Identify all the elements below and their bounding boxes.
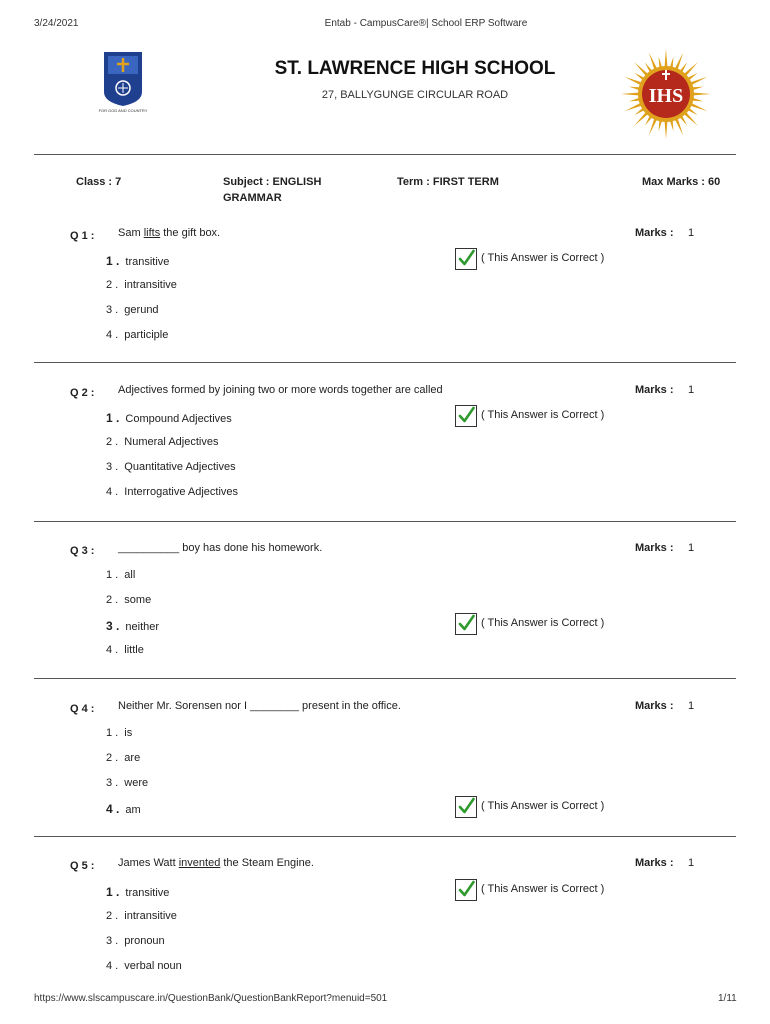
question-text-after: the Steam Engine. (220, 857, 314, 869)
sun-ray (664, 49, 667, 68)
option-label: is (124, 727, 133, 739)
question-number: Q 1 : (70, 230, 95, 242)
option-label: am (125, 804, 141, 816)
correct-check-icon (455, 248, 477, 270)
option-item (106, 329, 168, 341)
question-text (118, 857, 314, 869)
subject-line-1: Subject : ENGLISH (223, 176, 322, 188)
option-label: are (124, 752, 141, 764)
question-text-before: Neither Mr. Sorensen nor I ________ present in the office. (118, 700, 401, 712)
option-number: 3 . (106, 461, 119, 473)
question-divider (34, 521, 736, 522)
option-number: 2 . (106, 279, 119, 291)
option-label: transitive (125, 887, 170, 899)
option-item (106, 644, 144, 656)
question-text (118, 227, 220, 239)
option-number: 1 . (106, 254, 120, 268)
option-item (106, 752, 140, 764)
question-divider (34, 362, 736, 363)
question-text-before: Sam (118, 227, 144, 239)
option-number: 4 . (106, 644, 119, 656)
marks-label: Marks : (635, 384, 674, 396)
marks-value: 1 (688, 384, 695, 396)
option-item (106, 935, 165, 947)
sun-ray (692, 92, 711, 95)
marks-label: Marks : (635, 857, 674, 869)
option-label: pronoun (124, 935, 165, 947)
option-item (106, 594, 151, 606)
option-number: 3 . (106, 935, 119, 947)
question-text (118, 700, 401, 712)
marks-value: 1 (688, 227, 695, 239)
option-number: 4 . (106, 329, 119, 341)
question-text (118, 384, 443, 396)
page-url: https://www.slscampuscare.in/QuestionBank/QuestionBankReport?menuid=501 (34, 993, 388, 1004)
term-label: Term : FIRST TERM (397, 176, 499, 188)
school-address: 27, BALLYGUNGE CIRCULAR ROAD (321, 89, 509, 101)
option-label: were (124, 777, 149, 789)
question-number: Q 5 : (70, 860, 95, 872)
marks-value: 1 (688, 700, 695, 712)
option-number: 4 . (106, 960, 119, 972)
correct-check-icon (455, 879, 477, 901)
option-label: little (124, 644, 144, 656)
option-item (106, 802, 141, 816)
option-number: 4 . (106, 802, 120, 816)
correct-check-icon (455, 405, 477, 427)
ihs-monogram: IHS (648, 85, 684, 107)
option-item (106, 569, 135, 581)
option-label: neither (125, 621, 160, 633)
option-label: all (124, 569, 136, 581)
option-label: participle (124, 329, 169, 341)
page-number: 1/11 (718, 993, 737, 1004)
class-label: Class : 7 (76, 176, 122, 188)
option-label: verbal noun (124, 960, 182, 972)
subject-line-2: GRAMMAR (223, 192, 282, 204)
marks-label: Marks : (635, 700, 674, 712)
option-label: Compound Adjectives (125, 413, 232, 425)
option-number: 2 . (106, 752, 119, 764)
correct-answer-note: ( This Answer is Correct ) (481, 409, 605, 421)
option-label: intransitive (124, 279, 177, 291)
marks-label: Marks : (635, 227, 674, 239)
question-text-after: the gift box. (160, 227, 221, 239)
question-divider (34, 678, 736, 679)
option-item (106, 619, 159, 633)
option-item (106, 727, 132, 739)
option-item (106, 436, 218, 448)
option-number: 1 . (106, 411, 120, 425)
ihs-sunburst-logo (620, 48, 712, 140)
option-item (106, 411, 232, 425)
option-item (106, 461, 236, 473)
option-number: 1 . (106, 885, 120, 899)
option-number: 3 . (106, 619, 120, 633)
question-divider (34, 836, 736, 837)
option-item (106, 254, 169, 268)
sun-ray (664, 120, 667, 139)
question-text (118, 542, 322, 554)
option-item (106, 304, 159, 316)
option-number: 2 . (106, 910, 119, 922)
marks-label: Marks : (635, 542, 674, 554)
school-name: ST. LAWRENCE HIGH SCHOOL (274, 58, 556, 79)
option-label: Quantitative Adjectives (124, 461, 236, 473)
option-item (106, 777, 148, 789)
option-item (106, 486, 238, 498)
option-number: 1 . (106, 727, 119, 739)
correct-check-icon (455, 796, 477, 818)
crest-motto: FOR GOD AND COUNTRY (98, 108, 148, 113)
option-label: gerund (124, 304, 159, 316)
header-divider (34, 154, 736, 155)
option-label: Interrogative Adjectives (124, 486, 239, 498)
correct-answer-note: ( This Answer is Correct ) (481, 617, 605, 629)
question-number: Q 4 : (70, 703, 95, 715)
option-number: 2 . (106, 436, 119, 448)
subject-label (223, 174, 321, 206)
option-label: Numeral Adjectives (124, 436, 219, 448)
marks-value: 1 (688, 542, 695, 554)
marks-value: 1 (688, 857, 695, 869)
question-text-before: James Watt (118, 857, 179, 869)
print-date: 3/24/2021 (34, 18, 79, 29)
question-text-underlined: invented (178, 857, 221, 869)
question-number: Q 2 : (70, 387, 95, 399)
question-text-before: Adjectives formed by joining two or more words together are called (118, 384, 443, 396)
page-title: Entab - CampusCare®| School ERP Software (324, 18, 528, 29)
option-item (106, 885, 169, 899)
option-label: transitive (125, 256, 170, 268)
option-number: 3 . (106, 304, 119, 316)
option-label: some (124, 594, 152, 606)
question-number: Q 3 : (70, 545, 95, 557)
option-item (106, 960, 182, 972)
option-number: 3 . (106, 777, 119, 789)
correct-check-icon (455, 613, 477, 635)
option-item (106, 279, 177, 291)
max-marks-label: Max Marks : 60 (642, 176, 721, 188)
option-number: 1 . (106, 569, 119, 581)
correct-answer-note: ( This Answer is Correct ) (481, 252, 605, 264)
option-item (106, 910, 177, 922)
option-label: intransitive (124, 910, 177, 922)
question-text-underlined: lifts (143, 227, 161, 239)
sun-ray (621, 92, 640, 95)
correct-answer-note: ( This Answer is Correct ) (481, 800, 605, 812)
option-number: 4 . (106, 486, 119, 498)
correct-answer-note: ( This Answer is Correct ) (481, 883, 605, 895)
question-text-before: __________ boy has done his homework. (118, 542, 323, 554)
option-number: 2 . (106, 594, 119, 606)
